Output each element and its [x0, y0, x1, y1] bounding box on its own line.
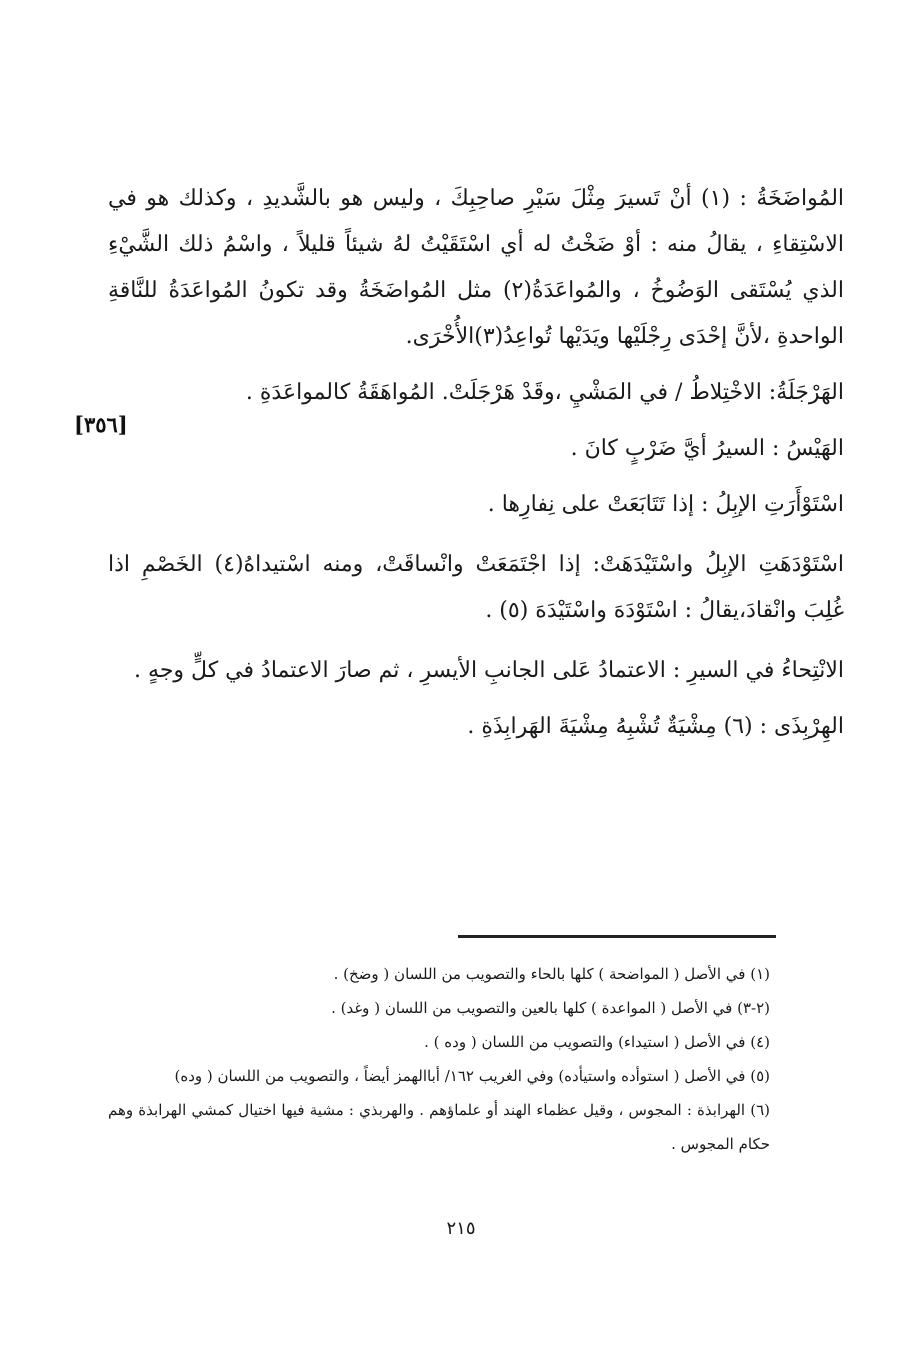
- entry-harjala: الهَرْجَلَةُ: الاخْتِلاطُ / في المَشْيِ ،وقَدْ هَرْجَلَتْ. المُواهَقَةُ كالمواعَدَةِ .: [245, 380, 844, 405]
- margin-page-reference: [٣٥٦]: [74, 412, 128, 437]
- entry-istawdahat: اسْتَوْدَهَتِ الإبِلُ واسْتَيْدَهَتْ: إذا اجْتَمَعَتْ وانْساقَتْ، ومنه اسْتيداهُ(٤) الخَصْمِ اذا غُلِبَ وانْقادَ،يقالُ : اسْتَوْدَهَ واسْتَيْدَهَ (٥) .: [108, 552, 844, 623]
- page-number: ٢١٥: [446, 1218, 476, 1239]
- footnote-divider: [458, 935, 776, 938]
- entry-istawarat: اسْتَوْأَرَتِ الإبِلُ : إذا تَتَابَعَتْ على نِفارِها .: [487, 492, 844, 517]
- entry-muwadakha: المُواضَخَةُ : (١) أنْ تَسيرَ مِثْلَ سَيْرِ صاحِبِكَ ، وليس هو بالشَّديدِ ، وكذلك هو في الاسْتِقاءِ ، يقالُ منه : أوْ ضَخْتُ له أي اسْتَقَيْتُ لهُ شيئاً قليلاً ، واسْمُ ذلك الشَّيْءِ الذي يُسْتَقى الوَضُوخُ ، والمُواعَدَةُ(٢) مثل المُواضَخَةُ وقد تكونُ المُواعَدَةُ للنَّاقةِ الواحدةِ ،لأنَّ إحْدَى رِجْلَيْها ويَدَيْها تُواعِدُ(٣)الأُخْرَى.: [108, 186, 845, 349]
- footnote-5: (٥) في الأصل ( استوأده واستيأده) وفي الغريب ١٦٢/ أباالهمز أيضاً ، والتصويب من اللسان ( وده): [174, 1067, 770, 1085]
- footnote-1: (١) في الأصل ( المواضحة ) كلها بالحاء والتصويب من اللسان ( وضخ) .: [333, 965, 770, 983]
- footnote-6: (٦) الهرابذة : المجوس ، وقيل عظماء الهند أو علماؤهم . والهربذي : مشية فيها اختيال كمشي الهرابذة وهم حكام المجوس .: [108, 1101, 770, 1153]
- entry-intiha: الانْتِحاءُ في السيرِ : الاعتمادُ عَلى الجانبِ الأيسرِ ، ثم صارَ الاعتمادُ في كلٍّ وجهٍ .: [134, 658, 844, 683]
- main-text: [108, 176, 876, 750]
- footnote-2-3: (٢-٣) في الأصل ( المواعدة ) كلها بالعين والتصويب من اللسان ( وغد) .: [331, 999, 770, 1017]
- entry-hirbidha: الهِرْبِذَى : (٦) مِشْيَةٌ تُشْبِهُ مِشْيَةَ الهَرابِذَةِ .: [467, 714, 844, 739]
- footnotes: [108, 957, 796, 1161]
- entry-hays: الهَيْسُ : السيرُ أيَّ ضَرْبٍ كانَ .: [570, 436, 844, 461]
- footnote-4: (٤) في الأصل ( استيداء) والتصويب من اللسان ( وده ) .: [424, 1033, 770, 1051]
